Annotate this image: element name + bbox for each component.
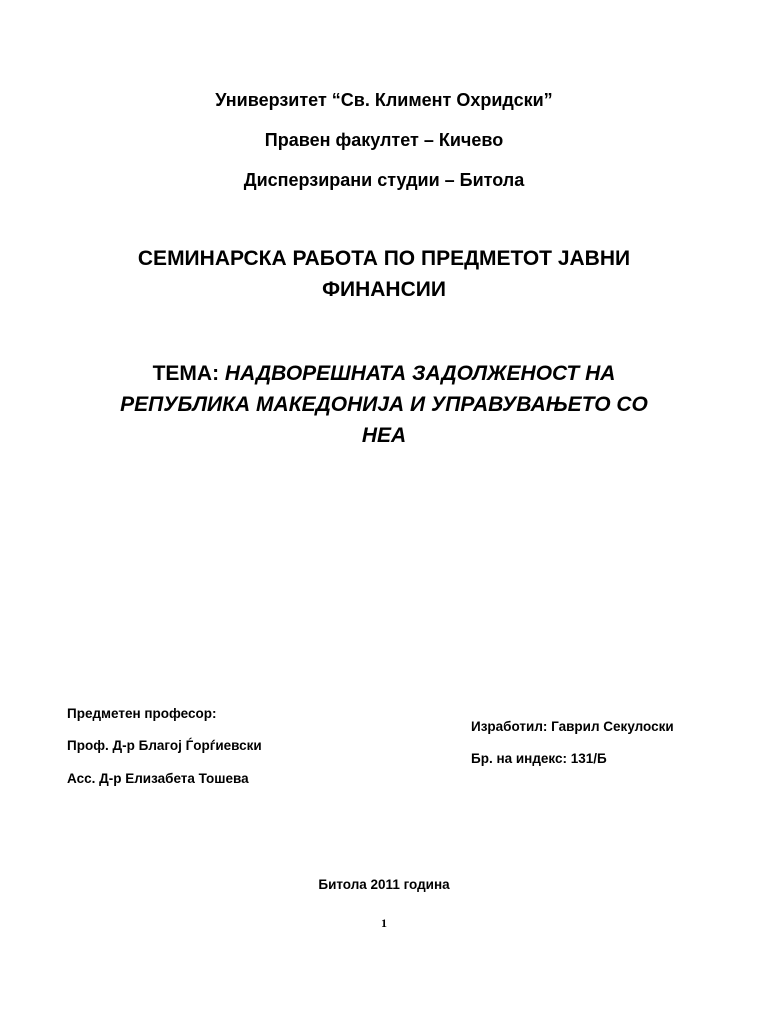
theme-text-1: НАДВОРЕШНАТА ЗАДОЛЖЕНОСТ НА bbox=[224, 362, 616, 385]
professor-label: Предметен професор: bbox=[67, 706, 217, 721]
seminar-title-line-2: ФИНАНСИИ bbox=[322, 278, 446, 301]
place-and-year: Битола 2011 година bbox=[318, 877, 450, 892]
university-name: Универзитет “Св. Климент Охридски” bbox=[215, 90, 553, 110]
assistant-name: Асс. Д-р Елизабета Тошева bbox=[67, 771, 249, 786]
theme-label: ТЕМА: bbox=[152, 362, 225, 385]
theme-line-1 bbox=[0, 358, 768, 390]
student-index: Бр. на индекс: 131/Б bbox=[471, 751, 607, 766]
theme-line-2 bbox=[0, 389, 768, 421]
faculty-name: Правен факултет – Кичево bbox=[264, 130, 504, 150]
theme-text-2: РЕПУБЛИКА МАКЕДОНИЈА И УПРАВУВАЊЕТО СО bbox=[120, 393, 648, 416]
seminar-title-line-1: СЕМИНАРСКА РАБОТА ПО ПРЕДМЕТОТ ЈАВНИ bbox=[137, 247, 631, 270]
professor-name: Проф. Д-р Благој Ѓорѓиевски bbox=[67, 738, 262, 753]
page-number: 1 bbox=[381, 916, 387, 930]
studies-location: Дисперзирани студии – Битола bbox=[243, 170, 525, 190]
theme-text-3: НЕА bbox=[361, 424, 407, 447]
theme-line-3 bbox=[0, 420, 768, 452]
author-name: Изработил: Гаврил Секулоски bbox=[471, 719, 674, 734]
